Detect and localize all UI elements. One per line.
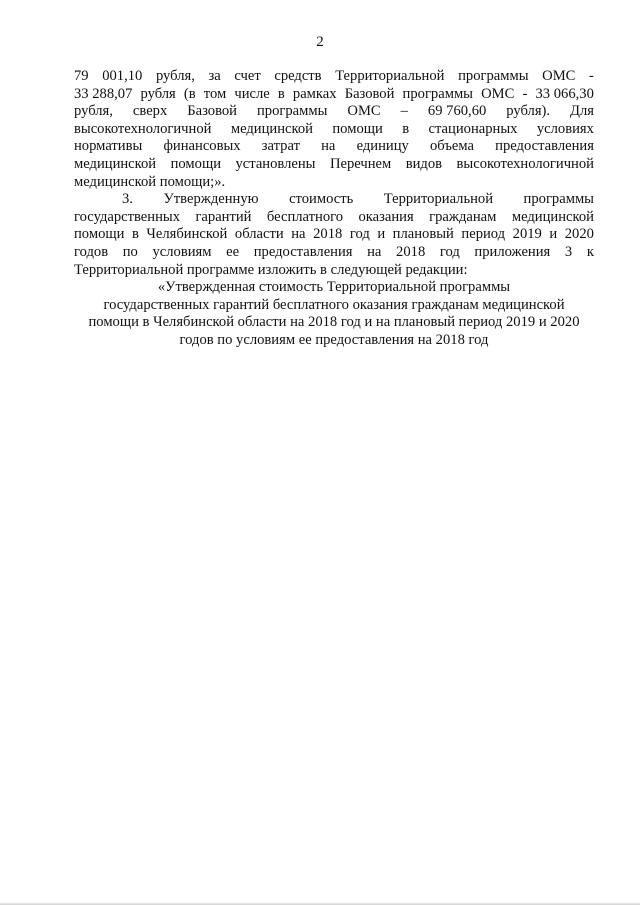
word: Территориальной — [335, 68, 445, 84]
word: гарантий — [195, 208, 252, 225]
word: Челябинской — [146, 226, 228, 243]
word: Базовой — [187, 103, 237, 120]
centered-title-block — [74, 279, 594, 349]
word: 69 760,60 — [427, 103, 487, 120]
word: ОМС — [481, 85, 515, 102]
word: рубля). — [506, 103, 551, 120]
title-line: годов по условиям ее предоставления на 2018 год — [179, 331, 489, 348]
paragraph-line — [74, 191, 594, 209]
word: в — [277, 85, 285, 102]
word: 2018 — [313, 226, 343, 243]
word: - — [522, 85, 528, 102]
word: приложения — [474, 243, 551, 260]
document-body — [74, 68, 594, 350]
paragraph-line — [74, 103, 594, 121]
word: числе — [234, 85, 270, 102]
word: помощи — [170, 155, 222, 172]
word: - — [589, 68, 594, 84]
word: 2019 — [512, 226, 542, 243]
paragraph-line — [74, 174, 594, 192]
word: 001,10 — [102, 68, 143, 84]
word: за — [208, 68, 221, 84]
paragraph-line — [74, 138, 594, 156]
paragraph-approved-cost — [74, 191, 594, 261]
word: Для — [570, 103, 594, 120]
word: рубля, — [74, 103, 113, 120]
word: 2018 — [396, 243, 426, 260]
word: Перечнем — [329, 155, 392, 172]
word: нормативы — [74, 138, 143, 155]
word: стоимость — [289, 191, 354, 208]
word: оказания — [358, 208, 414, 225]
word: видов — [405, 155, 443, 172]
word: помощи — [74, 226, 125, 243]
word: годов — [74, 243, 109, 260]
paragraph-line — [74, 86, 594, 104]
word: сверх — [132, 103, 168, 120]
scan-specks — [300, 6, 340, 8]
paragraph-line — [74, 156, 594, 174]
word: рубля, — [155, 68, 195, 84]
word: финансовых — [163, 138, 241, 155]
word: средств — [274, 68, 322, 84]
word: бесплатного — [266, 208, 344, 225]
word: 3 — [564, 243, 573, 260]
word: период — [461, 226, 506, 243]
word: Территориальной — [383, 191, 494, 208]
paragraph-line — [74, 262, 594, 280]
paragraph-line — [74, 121, 594, 139]
word: рамках — [292, 85, 337, 102]
word: том — [203, 85, 227, 102]
word: программы — [402, 85, 473, 102]
word: по — [122, 243, 138, 260]
word: программы — [458, 68, 529, 84]
word: программы — [523, 191, 594, 208]
word: объема — [429, 138, 474, 155]
word: год — [349, 226, 370, 243]
word: условиям — [152, 243, 212, 260]
line-text: Территориальной программе изложить в следующей редакции: — [74, 261, 468, 278]
word: высокотехнологичной — [74, 120, 212, 137]
word: области — [234, 226, 284, 243]
word: Утвержденную — [163, 191, 259, 208]
word: год — [439, 243, 460, 260]
word: программы — [256, 103, 328, 120]
title-line: государственных гарантий бесплатного оказания гражданам медицинской — [103, 296, 565, 313]
paragraph-line — [74, 209, 594, 227]
word: 2020 — [564, 226, 594, 243]
word: высокотехнологичной — [456, 155, 594, 172]
word: государственных — [74, 208, 181, 225]
word: предоставления — [495, 138, 594, 155]
word: ОМС — [347, 103, 381, 120]
word: на — [321, 138, 336, 155]
word: рубля — [140, 85, 176, 102]
word: на — [367, 243, 382, 260]
title-line: «Утвержденная стоимость Территориальной программы — [157, 279, 511, 296]
word: условиях — [536, 120, 594, 137]
word: в — [131, 226, 139, 243]
word: медицинской — [511, 208, 594, 225]
word: и — [549, 226, 558, 243]
word: 33 288,07 — [74, 85, 133, 102]
word: стационарных — [428, 120, 518, 137]
word: на — [291, 226, 306, 243]
word: ОМС — [542, 68, 576, 84]
paragraph-line — [74, 226, 594, 244]
word: и — [377, 226, 386, 243]
word: – — [400, 103, 408, 120]
word: в — [402, 120, 410, 137]
paragraph-tariff-amounts — [74, 68, 594, 174]
word: помощи — [332, 120, 383, 137]
word: медицинской — [74, 155, 157, 172]
word: (в — [183, 85, 196, 102]
title-line: помощи в Челябинской области на 2018 год и на плановый период 2019 и 2020 — [88, 314, 580, 331]
word: гражданам — [429, 208, 497, 225]
word: медицинской — [230, 120, 313, 137]
paragraph-line — [74, 68, 594, 86]
word: предоставления — [253, 243, 353, 260]
word: затрат — [261, 138, 300, 155]
word: Базовой — [344, 85, 395, 102]
word: счет — [234, 68, 261, 84]
word: 33 066,30 — [535, 85, 594, 102]
word: ее — [226, 243, 240, 260]
word: плановый — [392, 226, 454, 243]
page-number: 2 — [316, 34, 324, 50]
paragraph-line — [74, 244, 594, 262]
word: 79 — [74, 68, 89, 84]
word: к — [586, 243, 594, 260]
word: установлены — [235, 155, 316, 172]
word: 3. — [122, 191, 133, 208]
line-text: медицинской помощи;». — [74, 173, 226, 190]
word: единицу — [356, 138, 409, 155]
